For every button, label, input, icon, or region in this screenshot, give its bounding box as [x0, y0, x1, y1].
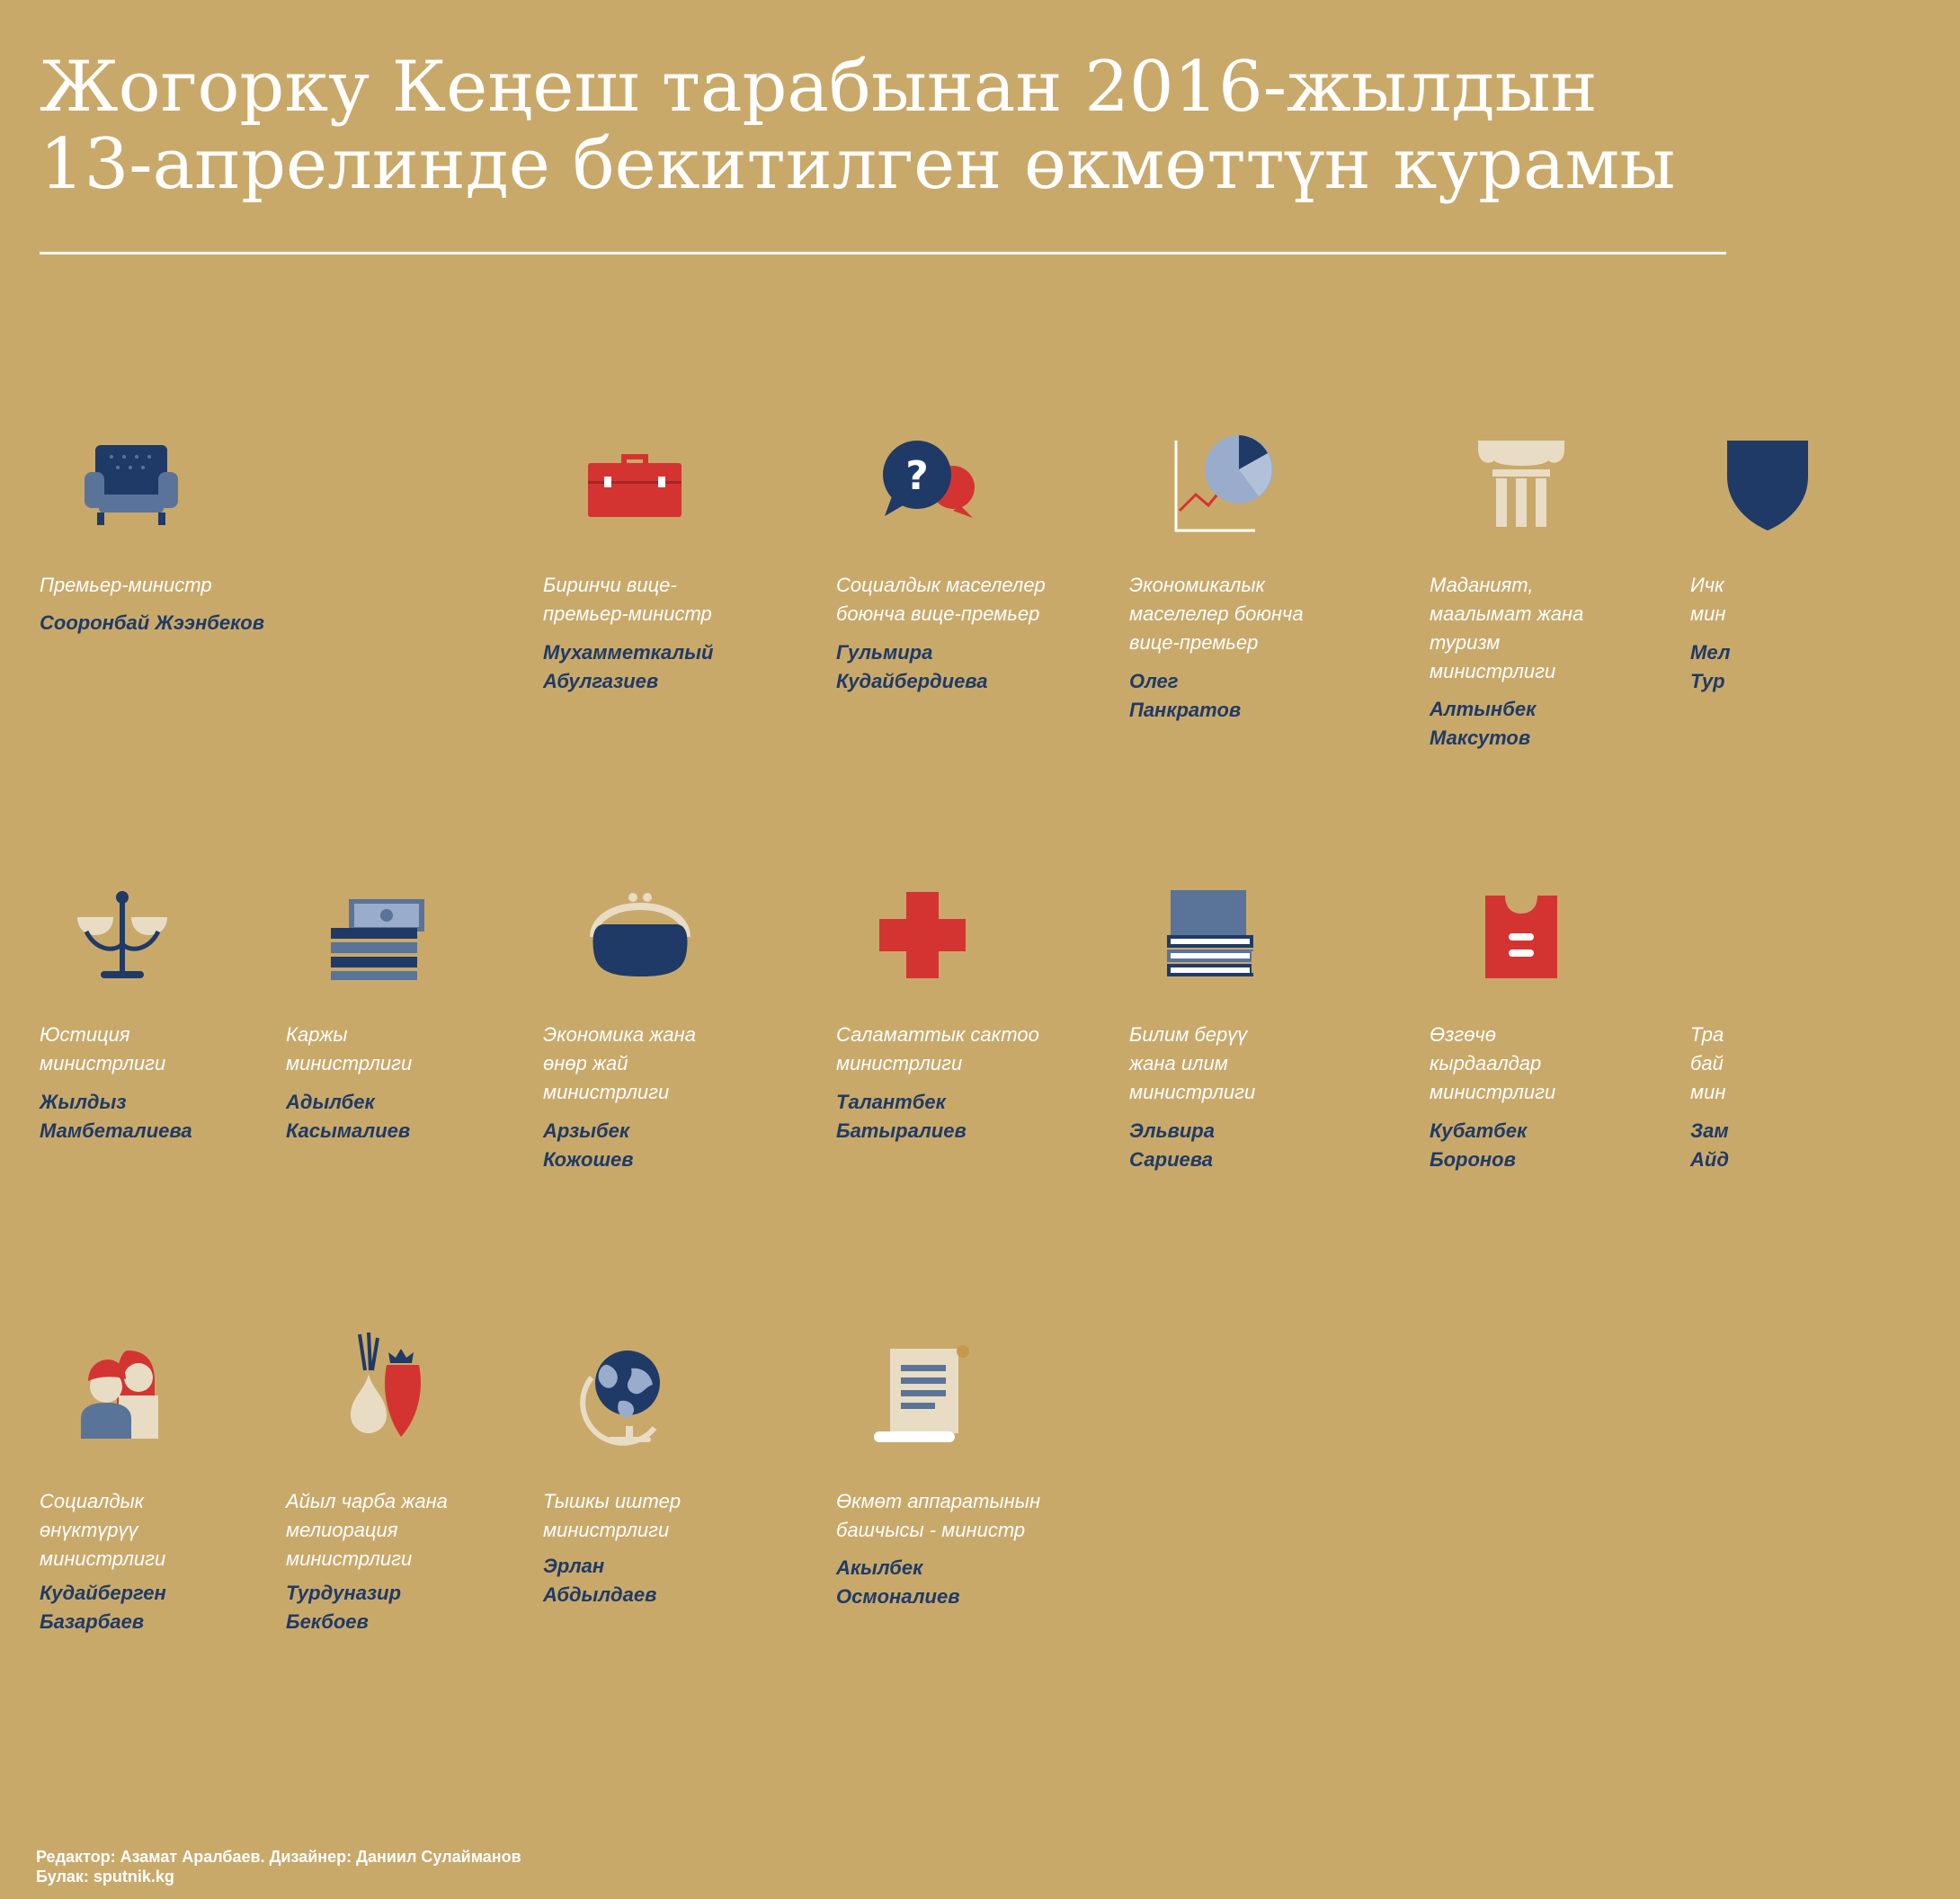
title-line-1: Жогорку Кеңеш тарабынан 2016-жылдын — [40, 47, 1598, 128]
person-name: Арзыбек Кожошев — [543, 1119, 634, 1171]
scales-icon — [68, 881, 176, 989]
svg-text:?: ? — [905, 453, 929, 499]
role-label: Билим берүү жана илим министрлиги — [1129, 1023, 1256, 1103]
vegetables-icon — [324, 1322, 432, 1448]
globe-icon — [575, 1342, 683, 1449]
role-label: Экономикалык маселелер боюнча вице-премьер — [1129, 574, 1304, 654]
person-name: Кубатбек Боронов — [1430, 1119, 1528, 1171]
shield-icon — [1718, 432, 1826, 539]
person-name: Акылбек Осмоналиев — [836, 1556, 960, 1608]
footer-credits — [36, 1847, 521, 1886]
role-label: Экономика жана өнөр жай министрлиги — [543, 1023, 696, 1103]
red-cross-icon — [869, 881, 976, 989]
person-name: Турдуназир Бекбоев — [286, 1582, 402, 1633]
purse-icon — [586, 881, 694, 989]
role-label: Биринчи вице- премьер-министр — [543, 574, 712, 625]
person-name: Алтынбек Максутов — [1430, 698, 1537, 749]
armchair-icon — [77, 432, 185, 539]
card-interior-ministry — [1690, 432, 1731, 728]
role-label: Тышкы иштер министрлиги — [543, 1490, 682, 1541]
title-line-2: 13-апрелинде бекитилген өкмөттүн курамы — [40, 124, 1676, 205]
person-name: Талантбек Батыралиев — [836, 1091, 967, 1142]
person-name: Зам Айд — [1690, 1119, 1729, 1171]
books-icon — [1158, 881, 1266, 989]
person-name: Кудайберген Базарбаев — [40, 1582, 166, 1633]
pie-chart-icon — [1167, 432, 1275, 539]
person-name: Мел Тур — [1690, 641, 1731, 692]
role-label: Айыл чарба жана мелиорация министрлиги — [286, 1490, 448, 1570]
briefcase-icon — [581, 432, 689, 539]
role-label: Тра бай мин — [1690, 1023, 1726, 1103]
person-name: Жылдыз Мамбеталиева — [40, 1091, 192, 1142]
person-name: Адылбек Касымалиев — [286, 1091, 411, 1142]
role-label: Саламаттык сактоо министрлиги — [836, 1023, 1039, 1074]
person-name: Олег Панкратов — [1129, 670, 1242, 721]
credits-text: Редактор: Азамат Аралбаев. Дизайнер: Даниил Сулайманов — [36, 1848, 521, 1866]
title-divider — [40, 252, 1726, 254]
person-name: Сооронбай Жээнбеков — [40, 611, 265, 634]
role-label: Ичк мин — [1690, 574, 1726, 625]
role-label: Өзгөчө кырдаалдар министрлиги — [1430, 1023, 1556, 1103]
role-label: Юстиция министрлиги — [40, 1023, 166, 1074]
life-vest-icon — [1467, 881, 1575, 989]
person-name: Гульмира Кудайбердиева — [836, 641, 988, 692]
role-label: Маданият, маалымат жана туризм министрлиги — [1430, 574, 1584, 682]
person-name: Эльвира Сариева — [1129, 1119, 1215, 1171]
source-text: Булак: sputnik.kg — [36, 1868, 174, 1886]
role-label: Социалдык өнүктүрүү министрлиги — [40, 1490, 166, 1570]
role-label: Премьер-министр — [40, 574, 212, 596]
page-title — [40, 49, 1712, 203]
family-icon — [72, 1342, 180, 1449]
column-icon — [1467, 432, 1575, 539]
speech-bubbles-icon — [874, 432, 982, 539]
money-stack-icon — [324, 881, 432, 989]
card-transport-ministry — [1690, 881, 1729, 1178]
scroll-icon — [869, 1342, 976, 1449]
person-name: Мухамметкалый Абулгазиев — [543, 641, 714, 692]
role-label: Каржы министрлиги — [286, 1023, 413, 1074]
role-label: Социалдык маселелер боюнча вице-премьер — [836, 574, 1046, 625]
role-label: Өкмөт аппаратынын башчысы - министр — [836, 1490, 1041, 1541]
person-name: Эрлан Абдылдаев — [543, 1555, 657, 1606]
